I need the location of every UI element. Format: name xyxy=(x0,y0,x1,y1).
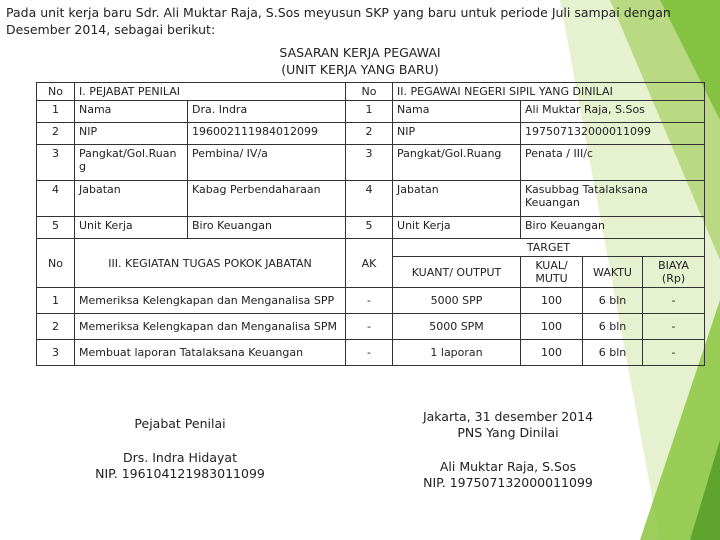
table-row xyxy=(37,101,705,123)
header-no-right: No xyxy=(346,83,393,101)
task-header-row xyxy=(37,239,705,257)
title-line-2: (UNIT KERJA YANG BARU) xyxy=(281,62,439,77)
signature-right-nip: NIP. 197507132000011099 xyxy=(423,475,593,490)
cell-kual: 100 xyxy=(521,288,583,314)
cell-no: 2 xyxy=(346,123,393,145)
cell-ak: - xyxy=(346,340,393,366)
header-biaya: BIAYA (Rp) xyxy=(643,257,705,288)
cell-label: Pangkat/Gol.Ruang xyxy=(75,145,188,181)
signature-left xyxy=(70,416,290,482)
cell-no: 3 xyxy=(346,145,393,181)
cell-no: 4 xyxy=(346,181,393,217)
cell-value: Dra. Indra xyxy=(188,101,346,123)
cell-value: Biro Keuangan xyxy=(188,217,346,239)
signature-left-nip: NIP. 196104121983011099 xyxy=(95,466,265,481)
cell-no: 1 xyxy=(346,101,393,123)
cell-no: 1 xyxy=(37,101,75,123)
cell-value: Pembina/ IV/a xyxy=(188,145,346,181)
header-target: TARGET xyxy=(393,239,705,257)
cell-no: 5 xyxy=(37,217,75,239)
cell-value: Kasubbag Tatalaksana Keuangan xyxy=(521,181,705,217)
header-no: No xyxy=(37,239,75,288)
cell-ak: - xyxy=(346,288,393,314)
cell-no: 1 xyxy=(37,288,75,314)
cell-label: NIP xyxy=(393,123,521,145)
cell-no: 4 xyxy=(37,181,75,217)
cell-label: Jabatan xyxy=(75,181,188,217)
header-kuant-output: KUANT/ OUTPUT xyxy=(393,257,521,288)
signature-right-role: PNS Yang Dinilai xyxy=(457,425,559,440)
signature-left-role: Pejabat Penilai xyxy=(134,416,226,431)
cell-no: 2 xyxy=(37,123,75,145)
cell-label: NIP xyxy=(75,123,188,145)
header-kegiatan: III. KEGIATAN TUGAS POKOK JABATAN xyxy=(75,239,346,288)
cell-label: Nama xyxy=(393,101,521,123)
cell-biaya: - xyxy=(643,314,705,340)
cell-value: Biro Keuangan xyxy=(521,217,705,239)
cell-label: Nama xyxy=(75,101,188,123)
signature-left-name: Drs. Indra Hidayat xyxy=(123,450,237,465)
header-pns-dinilai: II. PEGAWAI NEGERI SIPIL YANG DINILAI xyxy=(393,83,705,101)
header-kual-mutu: KUAL/ MUTU xyxy=(521,257,583,288)
identity-header-row xyxy=(37,83,705,101)
cell-waktu: 6 bln xyxy=(583,288,643,314)
cell-no: 2 xyxy=(37,314,75,340)
cell-label: Jabatan xyxy=(393,181,521,217)
header-ak: AK xyxy=(346,239,393,288)
table-row xyxy=(37,145,705,181)
signature-right xyxy=(390,409,626,491)
cell-biaya: - xyxy=(643,340,705,366)
cell-biaya: - xyxy=(643,288,705,314)
cell-waktu: 6 bln xyxy=(583,314,643,340)
skp-table xyxy=(36,82,705,366)
table-row xyxy=(37,314,705,340)
cell-kual: 100 xyxy=(521,314,583,340)
cell-kuant: 5000 SPP xyxy=(393,288,521,314)
table-row xyxy=(37,181,705,217)
cell-value: Ali Muktar Raja, S.Sos xyxy=(521,101,705,123)
page-title xyxy=(200,44,520,78)
table-row xyxy=(37,123,705,145)
cell-label: Unit Kerja xyxy=(393,217,521,239)
cell-value: Penata / III/c xyxy=(521,145,705,181)
cell-no: 3 xyxy=(37,145,75,181)
cell-no: 5 xyxy=(346,217,393,239)
table-row xyxy=(37,340,705,366)
cell-kegiatan: Memeriksa Kelengkapan dan Menganalisa SPM xyxy=(75,314,346,340)
header-waktu: WAKTU xyxy=(583,257,643,288)
cell-kegiatan: Membuat laporan Tatalaksana Keuangan xyxy=(75,340,346,366)
cell-label: Pangkat/Gol.Ruang xyxy=(393,145,521,181)
cell-kuant: 5000 SPM xyxy=(393,314,521,340)
cell-value: Kabag Perbendaharaan xyxy=(188,181,346,217)
cell-label: Unit Kerja xyxy=(75,217,188,239)
signature-right-place-date: Jakarta, 31 desember 2014 xyxy=(422,409,594,424)
cell-value: 197507132000011099 xyxy=(521,123,705,145)
title-line-1: SASARAN KERJA PEGAWAI xyxy=(279,45,441,60)
cell-ak: - xyxy=(346,314,393,340)
header-no-left: No xyxy=(37,83,75,101)
table-row xyxy=(37,217,705,239)
cell-waktu: 6 bln xyxy=(583,340,643,366)
intro-paragraph: Pada unit kerja baru Sdr. Ali Muktar Raja, S.Sos meyusun SKP yang baru untuk periode Juli sampai dengan Desember 2014, sebagai berikut: xyxy=(6,5,671,37)
cell-value: 196002111984012099 xyxy=(188,123,346,145)
header-pejabat-penilai: I. PEJABAT PENILAI xyxy=(75,83,346,101)
cell-kuant: 1 laporan xyxy=(393,340,521,366)
cell-kual: 100 xyxy=(521,340,583,366)
cell-no: 3 xyxy=(37,340,75,366)
table-row xyxy=(37,288,705,314)
signature-right-name: Ali Muktar Raja, S.Sos xyxy=(439,459,577,474)
cell-kegiatan: Memeriksa Kelengkapan dan Menganalisa SPP xyxy=(75,288,346,314)
